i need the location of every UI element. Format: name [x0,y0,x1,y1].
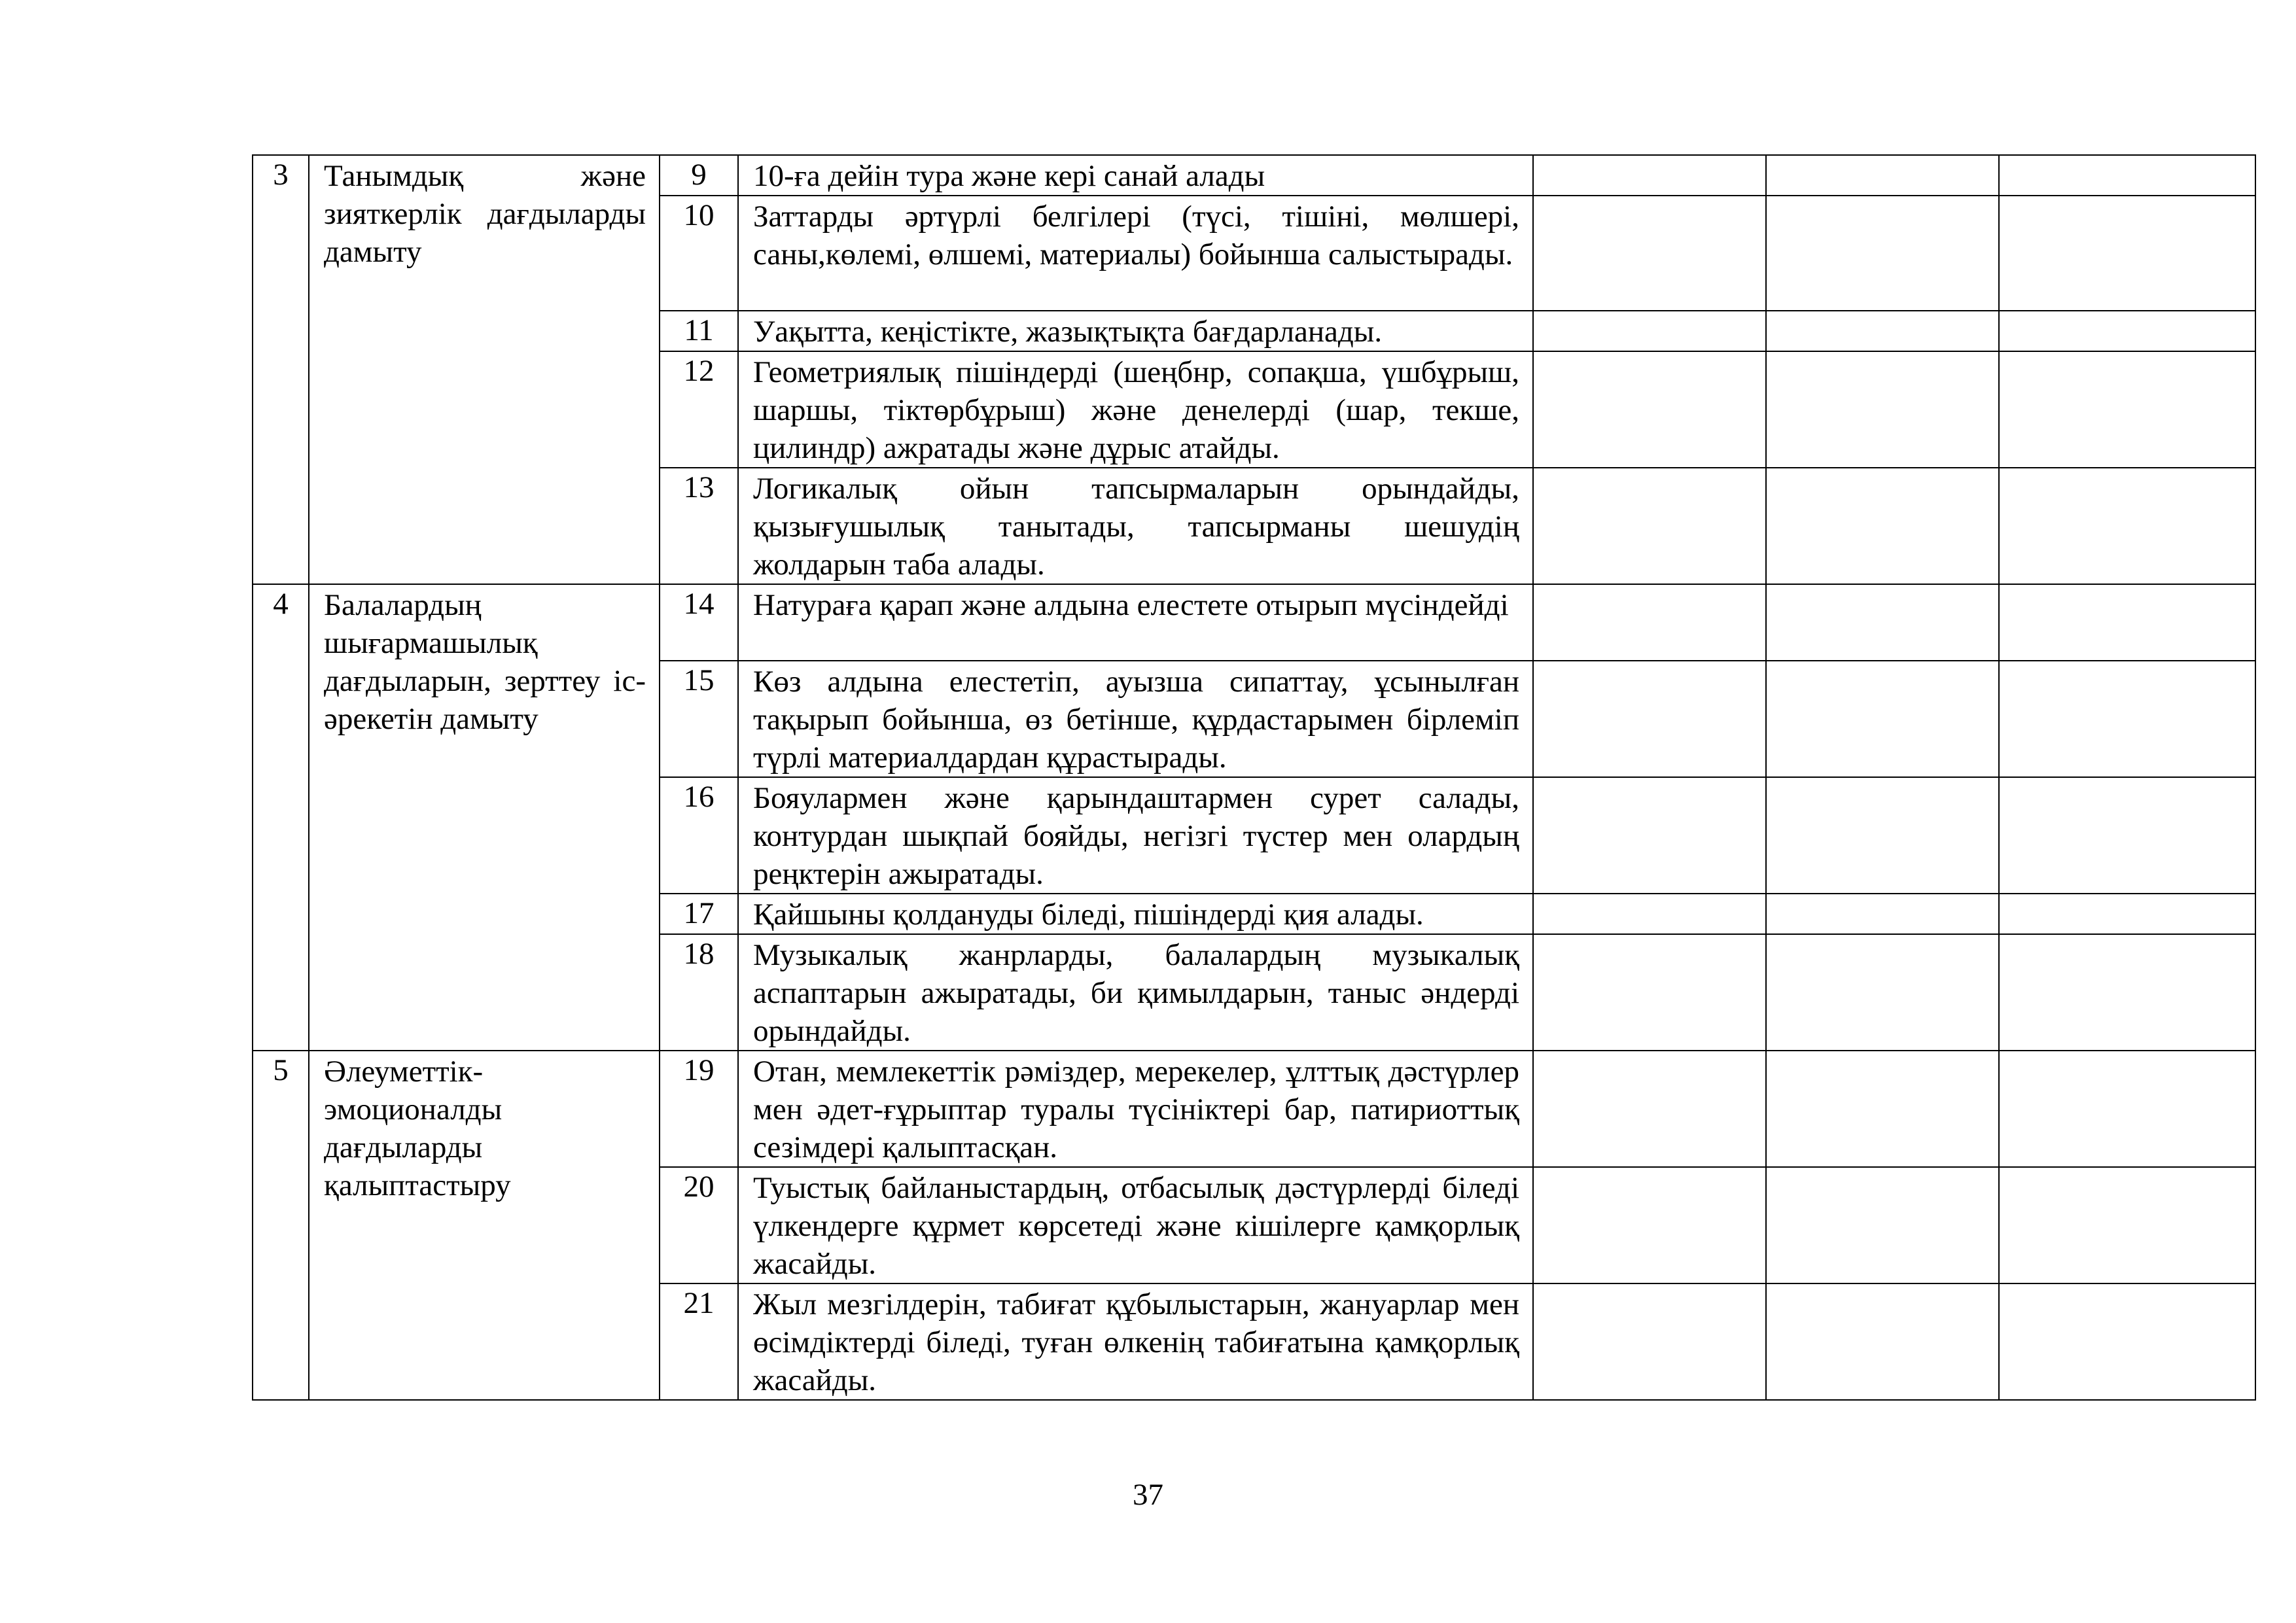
assessment-cell [1533,196,1766,311]
assessment-cell [1999,1051,2255,1167]
assessment-cell [1533,311,1766,351]
item-index: 19 [660,1051,738,1167]
assessment-cell [1533,661,1766,777]
assessment-cell [1533,351,1766,468]
assessment-cell [1766,155,1999,196]
assessment-cell [1999,468,2255,584]
assessment-cell [1533,777,1766,894]
assessment-cell [1999,934,2255,1051]
item-description: Қайшыны қолдануды біледі, пішіндерді қия алады. [738,894,1533,934]
assessment-cell [1533,894,1766,934]
item-index: 13 [660,468,738,584]
assessment-cell [1533,155,1766,196]
page-number: 37 [1133,1478,1163,1512]
item-index: 18 [660,934,738,1051]
item-description: Жыл мезгілдерін, табиғат құбылыстарын, жануарлар мен өсімдіктерді біледі, туған өлкенің табиғатына қамқорлық жасайды. [738,1283,1533,1400]
item-index: 9 [660,155,738,196]
assessment-cell [1766,311,1999,351]
assessment-cell [1766,661,1999,777]
item-description: Заттарды әртүрлі белгілері (түсі, тішіні, мөлшері, саны,көлемі, өлшемі, материалы) бойынша салыстырады. [738,196,1533,311]
item-index: 17 [660,894,738,934]
assessment-cell [1766,584,1999,661]
item-description: Музыкалық жанрларды, балалардың музыкалық аспаптарын ажыратады, би қимылдарын, таныс әндерді орындайды. [738,934,1533,1051]
criteria-table-body [253,155,2255,1400]
assessment-cell [1999,1283,2255,1400]
item-description: Натураға қарап және алдына елестете отырып мүсіндейді [738,584,1533,661]
item-description: Уақытта, кеңістікте, жазықтықта бағдарланады. [738,311,1533,351]
assessment-cell [1999,777,2255,894]
section-area: Әлеуметтік-эмоционалды дағдыларды қалыптастыру [309,1051,660,1400]
item-index: 15 [660,661,738,777]
criteria-table [252,154,2256,1401]
assessment-cell [1533,1051,1766,1167]
assessment-cell [1533,1283,1766,1400]
assessment-cell [1999,311,2255,351]
table-row [253,584,2255,661]
item-description: Көз алдына елестетіп, ауызша сипаттау, ұсынылған тақырып бойынша, өз бетінше, құрдастарымен бірлеміп түрлі материалдардан құрастырады. [738,661,1533,777]
item-description: 10-ға дейін тура және кері санай алады [738,155,1533,196]
section-area: Балалардың шығармашылық дағдыларын, зерттеу іс-әрекетін дамыту [309,584,660,1051]
assessment-cell [1999,661,2255,777]
item-index: 12 [660,351,738,468]
item-index: 10 [660,196,738,311]
item-index: 20 [660,1167,738,1283]
assessment-cell [1999,894,2255,934]
item-index: 11 [660,311,738,351]
assessment-cell [1533,584,1766,661]
assessment-cell [1766,934,1999,1051]
assessment-cell [1533,468,1766,584]
item-index: 16 [660,777,738,894]
item-description: Туыстық байланыстардың, отбасылық дәстүрлерді біледі үлкендерге құрмет көрсетеді және кішілерге қамқорлық жасайды. [738,1167,1533,1283]
assessment-cell [1766,468,1999,584]
section-number: 5 [253,1051,309,1400]
item-description: Отан, мемлекеттік рәміздер, мерекелер, ұлттық дәстүрлер мен әдет-ғұрыптар туралы түсініктері бар, патириоттық сезімдері қалыптасқан. [738,1051,1533,1167]
assessment-cell [1766,351,1999,468]
assessment-cell [1766,1283,1999,1400]
assessment-cell [1533,1167,1766,1283]
assessment-cell [1999,1167,2255,1283]
assessment-cell [1766,196,1999,311]
assessment-cell [1533,934,1766,1051]
assessment-cell [1999,351,2255,468]
assessment-cell [1999,584,2255,661]
item-index: 14 [660,584,738,661]
item-index: 21 [660,1283,738,1400]
item-description: Логикалық ойын тапсырмаларын орындайды, қызығушылық танытады, тапсырманы шешудің жолдарын таба алады. [738,468,1533,584]
table-row [253,155,2255,196]
section-area: Танымдық және зияткерлік дағдыларды дамыту [309,155,660,584]
section-number: 4 [253,584,309,1051]
assessment-cell [1766,894,1999,934]
assessment-cell [1766,777,1999,894]
item-description: Геометриялық пішіндерді (шеңбнр, сопақша, үшбұрыш, шаршы, тіктөрбұрыш) және денелерді (шар, текше, цилиндр) ажратады және дұрыс атайды. [738,351,1533,468]
item-description: Бояулармен және қарындаштармен сурет салады, контурдан шықпай бояйды, негізгі түстер мен олардың реңктерін ажыратады. [738,777,1533,894]
section-number: 3 [253,155,309,584]
table-row [253,1051,2255,1167]
assessment-cell [1999,155,2255,196]
assessment-cell [1999,196,2255,311]
assessment-cell [1766,1167,1999,1283]
assessment-cell [1766,1051,1999,1167]
